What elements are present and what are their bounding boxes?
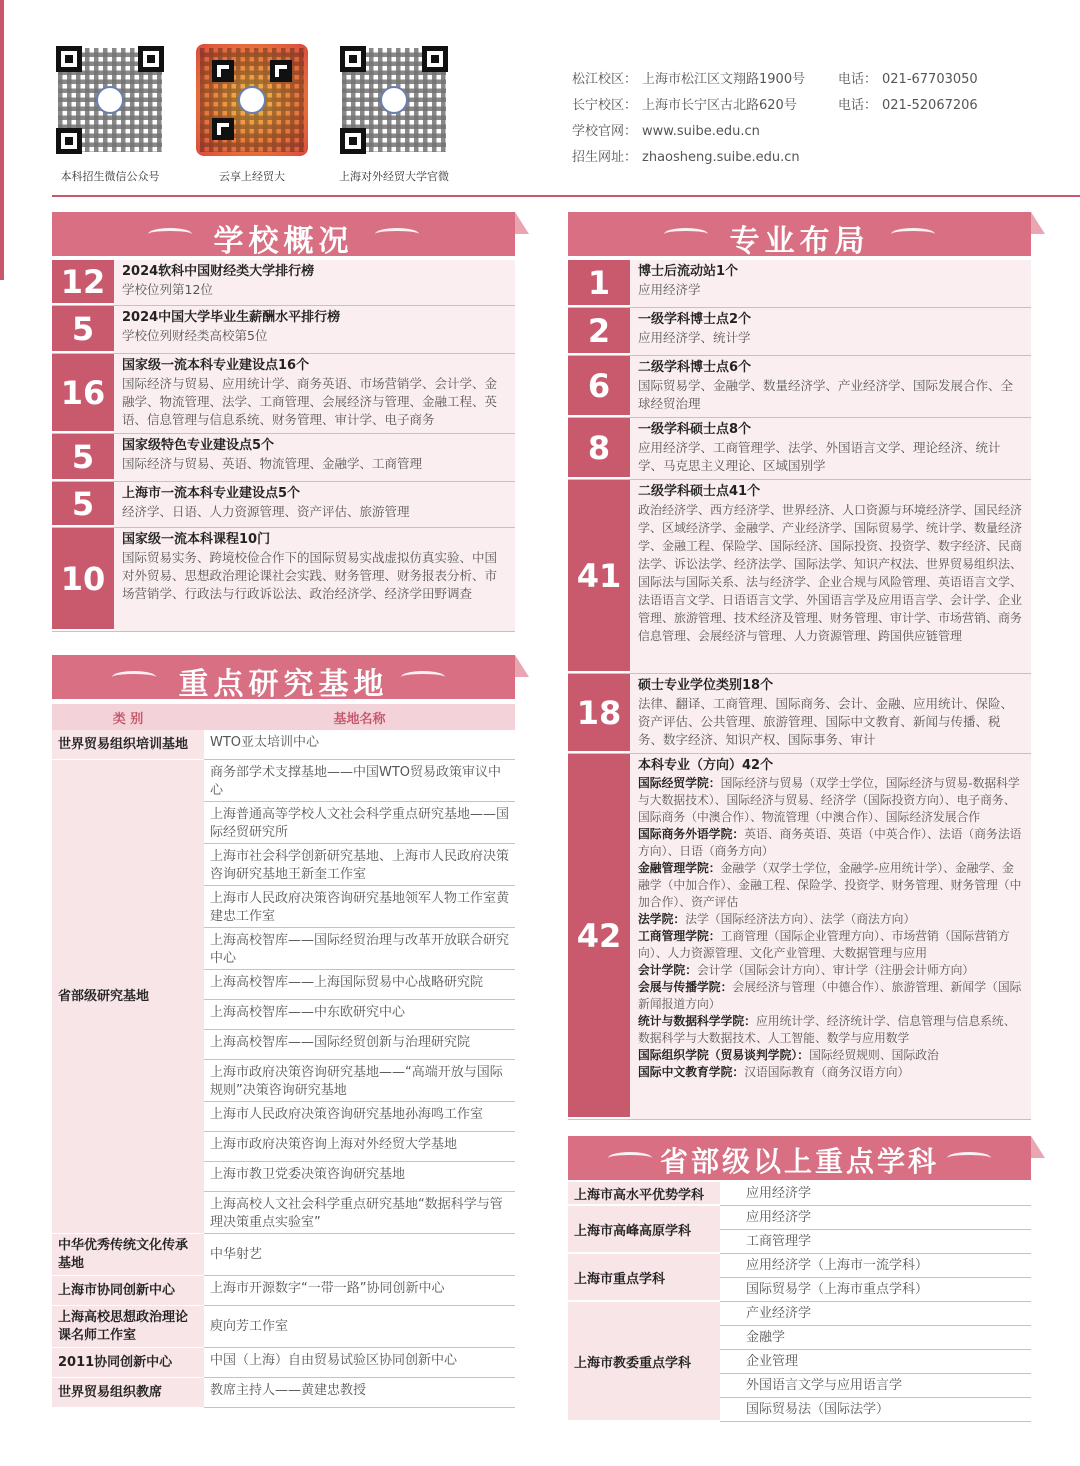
college-name: 法学院：	[638, 912, 686, 926]
table-row: 中华优秀传统文化传承基地 中华射艺	[52, 1234, 515, 1276]
stat-number: 5	[52, 306, 114, 353]
stat-number: 6	[568, 356, 630, 417]
college-name: 国际商务外语学院：	[638, 827, 745, 841]
section-title: 省部级以上重点学科	[659, 1145, 939, 1178]
college-name: 会计学院：	[638, 963, 697, 977]
section-title: 重点研究基地	[178, 667, 389, 702]
stat-number: 18	[568, 674, 630, 753]
section-banner-key-disciplines	[568, 1136, 1031, 1180]
contact-line-changning: 长宁校区： 上海市长宁区古北路620号 电话： 021-52067206	[572, 98, 978, 113]
key-disciplines-table	[568, 1182, 1031, 1422]
list-item: 12 2024软科中国财经类大学排行榜 学校位列第12位	[52, 260, 515, 306]
college-name: 国际组织学院（贸易谈判学院）：	[638, 1048, 810, 1062]
section-title: 专业布局	[729, 224, 870, 259]
list-item: 1 博士后流动站1个 应用经济学	[568, 260, 1031, 308]
stat-number: 10	[52, 528, 114, 631]
contact-line-website: 学校官网： www.suibe.edu.cn	[572, 124, 760, 139]
table-row: 上海市教委重点学科 产业经济学 金融学 企业管理 外国语言文学与应用语言学 国际贸易法（国际法学）	[568, 1302, 1031, 1422]
list-item: 42 本科专业（方向）42个 国际经贸学院：国际经济与贸易（双学士学位，国际经济与贸易-数据科学与大数据技术）、国际经济与贸易、经济学（国际投资方向）、电子商务、国际商务（中澳合作）、物流管理（中澳合作）、国际经济发展合作 国际商务外语学院：英语、商务英语、英语（中英合作）、法语（商务法语方向）、日语（商务方向） 金融管理学院：金融学（双学士学位，金融学-应用统计学）、金融学、金融学（中加合作）、金融工程、保险学、投资学、财务管理、财务管理（中加合作）、资产评估 法学院：法学（国际经济法方向）、法学（商法方向） 工商管理学院：工商管理（国际企业管理方向）、市场营销（国际营销方向）、人力资源管理、文化产业管理、大数据管理与应用 会计学院：会计学（国际会计方向）、审计学（注册会计师方向） 会展与传播学院：会展经济与管理（中德合作）、旅游管理、新闻学（国际新闻报道方向） 统计与数据科学学院：应用统计学、经济统计学、信息管理与信息系统、数据科学与大数据技术、人工智能、数学与应用数学 国际组织学院（贸易谈判学院）：国际经贸规则、国际政治 国际中文教育学院：汉语国际教育（商务汉语方向）	[568, 754, 1031, 1120]
list-item: 18 硕士专业学位类别18个 法律、翻译、工商管理、国际商务、会计、金融、应用统计、保险、资产评估、公共管理、旅游管理、国际中文教育、新闻与传播、税务、数字经济、知识产权、国际事务、审计	[568, 674, 1031, 754]
stat-number: 16	[52, 354, 114, 433]
college-name: 国际中文教育学院：	[638, 1065, 745, 1079]
qr-caption: 本科招生微信公众号	[60, 170, 160, 183]
header-divider	[52, 195, 1080, 197]
section-banner-research	[52, 655, 515, 702]
college-name: 会展与传播学院：	[638, 980, 733, 994]
list-item: 16 国家级一流本科专业建设点16个 国际经济与贸易、应用统计学、商务英语、市场营销学、会计学、金融学、物流管理、法学、工商管理、会展经济与管理、金融工程、英语、信息管理与信息系统、财务管理、审计学、电子商务	[52, 354, 515, 434]
website-link[interactable]: www.suibe.edu.cn	[642, 124, 760, 139]
stat-number: 41	[568, 480, 630, 673]
qr-caption: 云享上经贸大	[219, 170, 285, 183]
column-header-category: 类 别	[112, 711, 144, 727]
list-item: 2 一级学科博士点2个 应用经济学、统计学	[568, 308, 1031, 356]
qr-code-wechat[interactable]	[50, 44, 170, 184]
list-item: 5 国家级特色专业建设点5个 国际经济与贸易、英语、物流管理、金融学、工商管理	[52, 434, 515, 482]
bird-icon	[891, 228, 935, 240]
table-row: 上海市高水平优势学科 应用经济学	[568, 1182, 1031, 1206]
table-row: 上海高校思想政治理论课名师工作室 庾向芳工作室	[52, 1306, 515, 1348]
contact-line-admission: 招生网址： zhaosheng.suibe.edu.cn	[572, 150, 800, 165]
majors-list	[568, 260, 1031, 1120]
section-title: 学校概况	[213, 224, 354, 259]
phone-number: 021-52067206	[882, 98, 978, 113]
bird-icon	[375, 228, 419, 240]
qr-code-yunxiang[interactable]	[192, 44, 312, 184]
qr-code-row	[50, 44, 480, 184]
qr-code-icon	[54, 44, 166, 156]
stat-number: 5	[52, 482, 114, 527]
column-header-name: 基地名称	[333, 711, 386, 727]
qr-code-weibo[interactable]	[334, 44, 454, 184]
table-row: 上海市高峰高原学科 应用经济学 工商管理学	[568, 1206, 1031, 1254]
table-row: 2011协同创新中心 中国（上海）自由贸易试验区协同创新中心	[52, 1348, 515, 1378]
left-edge-accent	[0, 0, 4, 280]
list-item: 5 2024中国大学毕业生薪酬水平排行榜 学校位列财经类高校第5位	[52, 306, 515, 354]
list-item: 10 国家级一流本科课程10门 国际贸易实务、跨境校俭合作下的国际贸易实战虚拟仿真实验、中国对外贸易、思想政治理论课社会实践、财务管理、财务报表分析、市场营销学、行政法与行政诉讼法、政治经济学、经济学田野调查	[52, 528, 515, 632]
list-item: 8 一级学科硕士点8个 应用经济学、工商管理学、法学、外国语言文学、理论经济、统计学、马克思主义理论、区域国别学	[568, 418, 1031, 480]
bird-icon	[947, 1152, 991, 1164]
bird-icon	[401, 671, 445, 683]
table-row: 上海市协同创新中心 上海市开源数字“一带一路”协同创新中心	[52, 1276, 515, 1306]
research-table	[52, 704, 515, 1408]
table-header	[52, 704, 515, 730]
stat-number: 8	[568, 418, 630, 479]
overview-list	[52, 260, 515, 632]
college-name: 国际经贸学院：	[638, 776, 721, 790]
stat-number: 42	[568, 754, 630, 1119]
list-item: 41 二级学科硕士点41个 政治经济学、西方经济学、世界经济、人口资源与环境经济学、国民经济学、区域经济学、金融学、产业经济学、国际贸易学、统计学、数量经济学、金融工程、保险学、国际经济、国际投资、投资学、数字经济、民商法学、诉讼法学、经济法学、国际法学、知识产权法、世界贸易组织法、国际法与国际关系、法与经济学、企业合规与风险管理、英语语言文学、法语语言文学、日语语言文学、外国语言学及应用语言学、会计学、企业管理、旅游管理、技术经济及管理、财务管理、审计学、市场营销、商务信息管理、会展经济与管理、人力资源管理、跨国供应链管理	[568, 480, 1031, 674]
table-row: 世界贸易组织教席 教席主持人——黄建忠教授	[52, 1378, 515, 1408]
college-name: 金融管理学院：	[638, 861, 721, 875]
phone-number: 021-67703050	[882, 72, 978, 87]
table-row: 上海市重点学科 应用经济学（上海市一流学科） 国际贸易学（上海市重点学科）	[568, 1254, 1031, 1302]
college-name: 工商管理学院：	[638, 929, 721, 943]
contact-line-songjiang: 松江校区： 上海市松江区文翔路1900号 电话： 021-67703050	[572, 72, 978, 87]
section-banner-majors	[568, 212, 1031, 259]
list-item: 6 二级学科博士点6个 国际贸易学、金融学、数量经济学、产业经济学、国际发展合作、全球经贸治理	[568, 356, 1031, 418]
qr-code-icon	[338, 44, 450, 156]
admission-link[interactable]: zhaosheng.suibe.edu.cn	[642, 150, 800, 165]
contact-info	[572, 70, 978, 174]
stat-number: 2	[568, 308, 630, 355]
college-name: 统计与数据科学学院：	[638, 1014, 756, 1028]
table-row: 世界贸易组织培训基地 WTO亚太培训中心	[52, 730, 515, 760]
list-item: 5 上海市一流本科专业建设点5个 经济学、日语、人力资源管理、资产评估、旅游管理	[52, 482, 515, 528]
qr-caption: 上海对外经贸大学官微	[339, 170, 449, 183]
table-row: 省部级研究基地 商务部学术支撑基地——中国WTO贸易政策审议中心 上海普通高等学校人文社会科学重点研究基地——国际经贸研究所 上海市社会科学创新研究基地、上海市人民政府决策咨询研究基地王新奎工作室 上海市人民政府决策咨询研究基地领军人物工作室黄建忠工作室 上海高校智库——国际经贸治理与改革开放联合研究中心 上海高校智库——上海国际贸易中心战略研究院 上海高校智库——中东欧研究中心 上海高校智库——国际经贸创新与治理研究院 上海市政府决策咨询研究基地——“高端开放与国际规则”决策咨询研究基地 上海市人民政府决策咨询研究基地孙海鸣工作室 上海市政府决策咨询上海对外经贸大学基地 上海市教卫党委决策咨询研究基地 上海高校人文社会科学重点研究基地“数据科学与管理决策重点实验室”	[52, 760, 515, 1234]
section-banner-overview	[52, 212, 515, 259]
qr-code-icon	[196, 44, 308, 156]
stat-number: 5	[52, 434, 114, 481]
stat-number: 12	[52, 260, 114, 305]
stat-number: 1	[568, 260, 630, 307]
